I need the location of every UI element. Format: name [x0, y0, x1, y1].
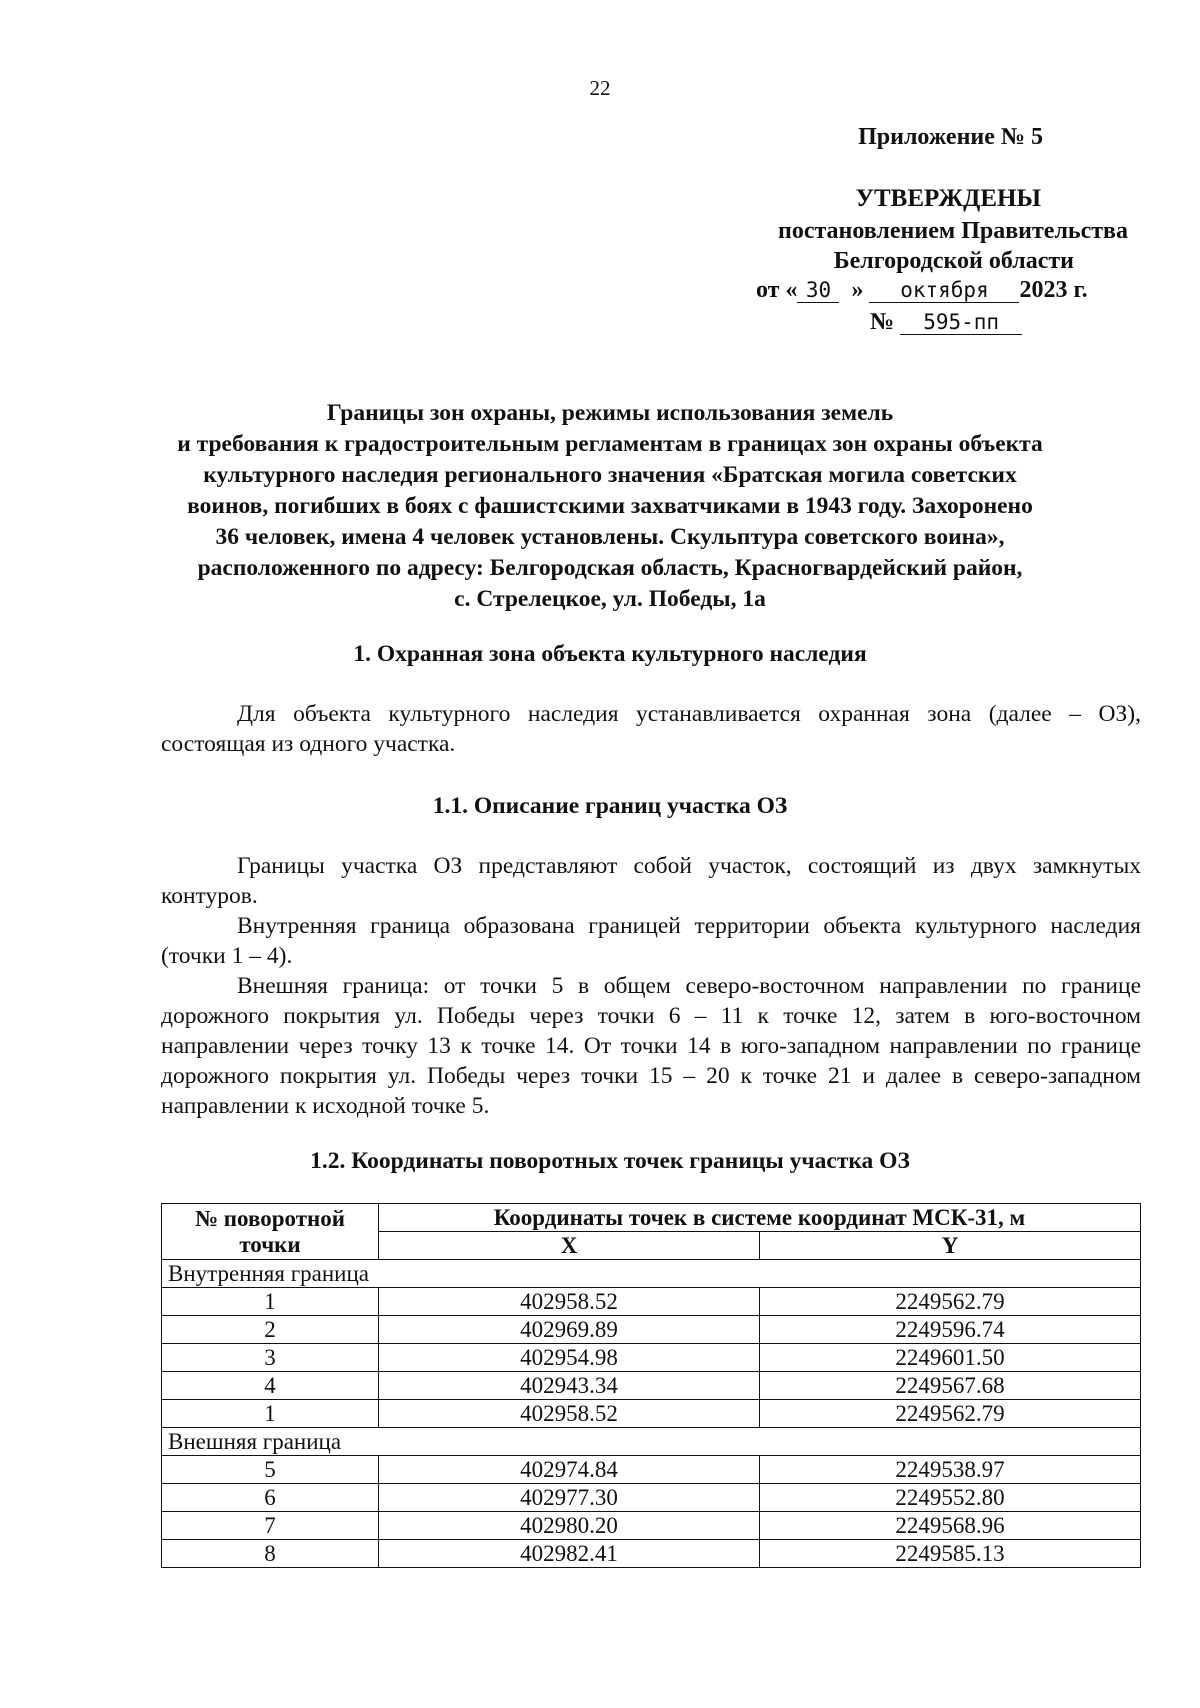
point-number-cell: 4	[162, 1372, 379, 1400]
x-coordinate-cell: 402958.52	[379, 1400, 760, 1428]
header-x: X	[379, 1232, 760, 1260]
table-row	[162, 1484, 1141, 1512]
point-number-cell: 5	[162, 1456, 379, 1484]
document-title	[150, 398, 1070, 615]
x-coordinate-cell: 402974.84	[379, 1456, 760, 1484]
x-coordinate-cell: 402954.98	[379, 1344, 760, 1372]
x-coordinate-cell: 402943.34	[379, 1372, 760, 1400]
date-year: 2023 г.	[1019, 277, 1088, 303]
table-group-row	[162, 1428, 1141, 1456]
group-label: Внутренняя граница	[162, 1260, 1141, 1288]
point-number-cell: 6	[162, 1484, 379, 1512]
title-line: и требования к градостроительным регламентам в границах зон охраны объекта	[177, 431, 1043, 457]
paragraph: Внутренняя граница образована границей территории объекта культурного наследия (точки 1 – 4).	[161, 913, 1141, 969]
table-row	[162, 1372, 1141, 1400]
table-row	[162, 1540, 1141, 1568]
header-y: Y	[760, 1232, 1141, 1260]
section-1-2-heading: 1.2. Координаты поворотных точек границы участка ОЗ	[310, 1148, 910, 1174]
y-coordinate-cell: 2249567.68	[760, 1372, 1141, 1400]
approved-by-line1: постановлением Правительства	[777, 218, 1128, 244]
point-number-cell: 7	[162, 1512, 379, 1540]
approval-number	[870, 309, 1070, 336]
date-prefix: от «	[756, 277, 798, 303]
section-1-1-text	[161, 851, 1141, 1121]
date-day: 30	[797, 278, 839, 303]
x-coordinate-cell: 402982.41	[379, 1540, 760, 1568]
table-row	[162, 1316, 1141, 1344]
x-coordinate-cell: 402958.52	[379, 1288, 760, 1316]
header-coordinates: Координаты точек в системе координат МСК-31, м	[379, 1204, 1141, 1232]
y-coordinate-cell: 2249568.96	[760, 1512, 1141, 1540]
coordinates-table	[161, 1203, 1141, 1568]
point-number-cell: 2	[162, 1316, 379, 1344]
x-coordinate-cell: 402969.89	[379, 1316, 760, 1344]
table-row	[162, 1512, 1141, 1540]
table-row	[162, 1456, 1141, 1484]
paragraph: Внешняя граница: от точки 5 в общем северо-восточном направлении по границе дорожного покрытия ул. Победы через точки 6 – 11 к точке 12, затем в юго-восточном направлении через точку 13 к точке 14. От точки 14 в юго-западном направлении по границе дорожного покрытия ул. Победы через точки 15 – 20 к точке 21 и далее в северо-западном направлении к исходной точке 5.	[161, 973, 1141, 1119]
table-row	[162, 1288, 1141, 1316]
y-coordinate-cell: 2249562.79	[760, 1288, 1141, 1316]
date-month: октября	[869, 278, 1019, 303]
number-prefix: №	[870, 309, 895, 335]
section-1-1-heading: 1.1. Описание границ участка ОЗ	[432, 793, 788, 819]
title-line: расположенного по адресу: Белгородская область, Красногвардейский район,	[197, 555, 1023, 581]
title-line: Границы зон охраны, режимы использования земель	[326, 400, 894, 426]
table-group-row	[162, 1260, 1141, 1288]
approved-label: УТВЕРЖДЕНЫ	[855, 185, 1041, 212]
table-row	[162, 1344, 1141, 1372]
section-1-text	[161, 699, 1141, 759]
title-line: с. Стрелецкое, ул. Победы, 1а	[454, 586, 766, 612]
appendix-label: Приложение № 5	[858, 124, 1043, 150]
point-number-cell: 3	[162, 1344, 379, 1372]
y-coordinate-cell: 2249538.97	[760, 1456, 1141, 1484]
x-coordinate-cell: 402980.20	[379, 1512, 760, 1540]
approval-date	[756, 277, 1126, 304]
point-number-cell: 8	[162, 1540, 379, 1568]
title-line: культурного наследия регионального значения «Братская могила советских	[203, 462, 1017, 488]
x-coordinate-cell: 402977.30	[379, 1484, 760, 1512]
header-point-number: № поворотной точки	[162, 1204, 379, 1260]
approved-by-line2: Белгородской области	[833, 248, 1074, 274]
y-coordinate-cell: 2249552.80	[760, 1484, 1141, 1512]
y-coordinate-cell: 2249601.50	[760, 1344, 1141, 1372]
point-number-cell: 1	[162, 1288, 379, 1316]
table-row	[162, 1400, 1141, 1428]
table-header-row	[162, 1204, 1141, 1232]
date-mid: »	[851, 277, 864, 303]
point-number-cell: 1	[162, 1400, 379, 1428]
paragraph: Границы участка ОЗ представляют собой участок, состоящий из двух замкнутых контуров.	[161, 853, 1141, 909]
paragraph: Для объекта культурного наследия устанавливается охранная зона (далее – ОЗ), состоящая из одного участка.	[161, 701, 1141, 757]
y-coordinate-cell: 2249562.79	[760, 1400, 1141, 1428]
section-1-heading: 1. Охранная зона объекта культурного наследия	[353, 641, 867, 667]
number-value: 595-пп	[900, 310, 1022, 335]
group-label: Внешняя граница	[162, 1428, 1141, 1456]
y-coordinate-cell: 2249596.74	[760, 1316, 1141, 1344]
y-coordinate-cell: 2249585.13	[760, 1540, 1141, 1568]
title-line: 36 человек, имена 4 человек установлены. Скульптура советского воина»,	[215, 524, 1005, 550]
page-number: 22	[589, 76, 611, 100]
title-line: воинов, погибших в боях с фашистскими захватчиками в 1943 году. Захоронено	[187, 493, 1033, 519]
